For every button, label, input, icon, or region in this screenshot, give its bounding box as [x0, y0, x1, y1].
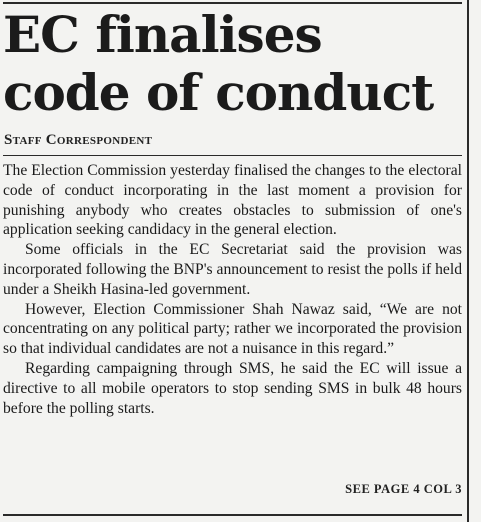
byline-rule	[3, 155, 462, 156]
byline-text: Staff Correspondent	[4, 132, 153, 148]
headline: EC finalises code of conduct	[3, 5, 434, 122]
news-article	[3, 0, 462, 522]
paragraph-2: Some officials in the EC Secretariat said the provision was incorporated following the BNP's announcement to resist the polls if held under a Sheikh Hasina-led government.	[3, 241, 462, 298]
column-right-rule	[467, 0, 469, 522]
bottom-rule	[3, 514, 462, 516]
continuation-line: SEE PAGE 4 COL 3	[345, 482, 462, 496]
top-rule	[3, 2, 462, 4]
article-body	[3, 161, 462, 418]
paragraph-1: The Election Commission yesterday finalised the changes to the electoral code of conduct incorporating in the last moment a provision for punishing anybody who creates obstacles to submission of one's application seeking candidacy in the general election.	[3, 162, 462, 239]
paragraph-3: However, Election Commissioner Shah Nawaz said, “We are not concentrating on any political party; rather we incorporated the provision so that individual candidates are not a nuisance in this regard.”	[3, 300, 462, 358]
byline	[4, 131, 152, 149]
paragraph-4: Regarding campaigning through SMS, he said the EC will issue a directive to all mobile operators to stop sending SMS in bulk 48 hours before the polling starts.	[3, 359, 462, 417]
